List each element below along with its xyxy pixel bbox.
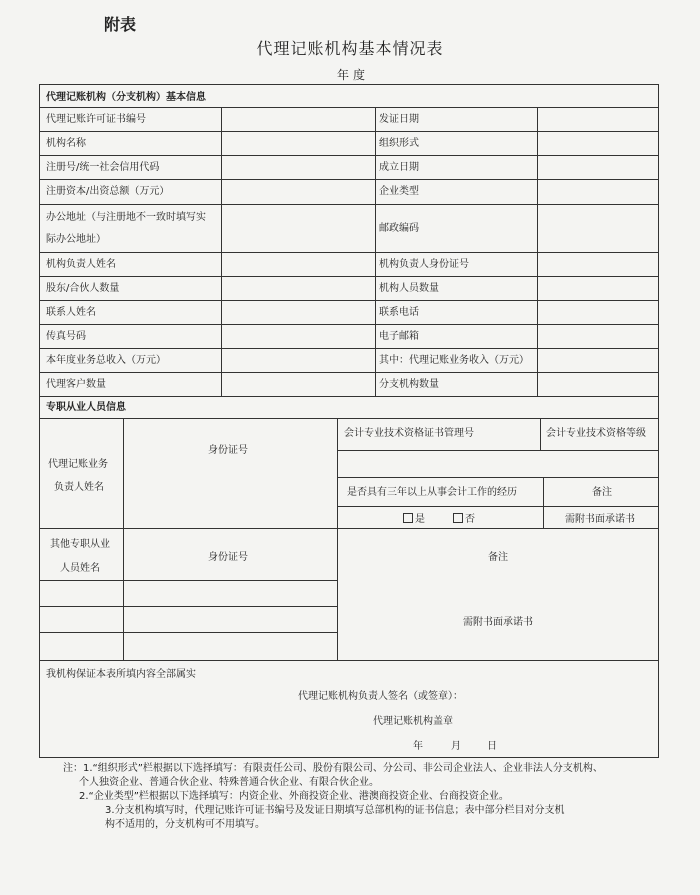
- label-fax: 传真号码: [46, 331, 86, 342]
- label-registered-capital: 注册资本/出资总额（万元）: [46, 186, 170, 197]
- section-staff-info-title: 专职从业人员信息: [46, 402, 126, 413]
- label-staff-count: 机构人员数量: [379, 283, 439, 294]
- label-business-head-2: 负责人姓名: [54, 482, 104, 493]
- checkbox-no-label: 否: [465, 514, 475, 525]
- label-signature: 代理记账机构负责人签名（或签章）：: [298, 691, 463, 702]
- note-3b: 构不适用的，分支机构可不用填写。: [105, 819, 265, 830]
- year-label: 年度: [337, 68, 370, 82]
- label-shareholder-count: 股东/合伙人数量: [46, 283, 120, 294]
- label-cert-number: 会计专业技术资格证书管理号: [344, 428, 474, 439]
- label-seal: 代理记账机构盖章: [373, 716, 453, 727]
- declaration-text: 我机构保证本表所填内容全部属实: [46, 669, 196, 680]
- label-contact-phone: 联系电话: [379, 307, 419, 318]
- checkbox-yes[interactable]: [403, 513, 425, 526]
- appendix-label: 附表: [104, 15, 137, 34]
- note-1b: 个人独资企业、普通合伙企业、特殊普通合伙企业、有限合伙企业。: [79, 777, 379, 788]
- label-experience-question: 是否具有三年以上从事会计工作的经历: [347, 487, 517, 498]
- checkbox-yes-label: 是: [415, 514, 425, 525]
- date-month-label: 月: [451, 741, 461, 752]
- label-head-name: 机构负责人姓名: [46, 259, 116, 270]
- label-head-id: 机构负责人身份证号: [379, 259, 469, 270]
- label-commitment-2: 需附书面承诺书: [463, 617, 533, 628]
- checkbox-no-box[interactable]: [453, 513, 463, 523]
- label-org-form: 组织形式: [379, 138, 419, 149]
- label-commitment: 需附书面承诺书: [565, 514, 635, 525]
- label-email: 电子邮箱: [379, 331, 419, 342]
- label-total-revenue: 本年度业务总收入（万元）: [46, 355, 166, 366]
- checkbox-no[interactable]: [453, 513, 475, 526]
- label-id-number: 身份证号: [208, 445, 248, 456]
- label-credit-code: 注册号/统一社会信用代码: [46, 162, 160, 173]
- checkbox-yes-box[interactable]: [403, 513, 413, 523]
- section-basic-info-title: 代理记账机构（分支机构）基本信息: [46, 92, 206, 103]
- label-office-address: 办公地址（与注册地不一致时填写实: [46, 212, 206, 223]
- label-enterprise-type: 企业类型: [379, 186, 419, 197]
- note-3a: 3.分支机构填写时，代理记账许可证书编号及发证日期填写总部机构的证书信息；表中部分栏目对分支机: [105, 805, 565, 816]
- label-branch-count: 分支机构数量: [379, 379, 439, 390]
- label-agency-revenue: 其中：代理记账业务收入（万元）: [379, 355, 529, 366]
- label-issue-date: 发证日期: [379, 114, 419, 125]
- label-id-number-2: 身份证号: [208, 552, 248, 563]
- label-business-head-1: 代理记账业务: [48, 459, 108, 470]
- label-contact-name: 联系人姓名: [46, 307, 96, 318]
- note-1a: 注：1.“组织形式”栏根据以下选择填写：有限责任公司、股份有限公司、分公司、非公司企业法人、企业非法人分支机构、: [63, 763, 603, 774]
- label-founded-date: 成立日期: [379, 162, 419, 173]
- date-year-label: 年: [413, 741, 423, 752]
- label-other-staff-1: 其他专职从业: [50, 539, 110, 550]
- label-client-count: 代理客户数量: [46, 379, 106, 390]
- label-cert-level: 会计专业技术资格等级: [546, 428, 646, 439]
- label-remark: 备注: [592, 487, 612, 498]
- form-title: 代理记账机构基本情况表: [256, 39, 444, 58]
- label-postcode: 邮政编码: [379, 223, 419, 234]
- label-remark-2: 备注: [488, 552, 508, 563]
- label-org-name: 机构名称: [46, 138, 86, 149]
- label-other-staff-2: 人员姓名: [60, 563, 100, 574]
- date-day-label: 日: [487, 741, 497, 752]
- label-license-number: 代理记账许可证书编号: [46, 114, 146, 125]
- note-2: 2.“企业类型”栏根据以下选择填写：内资企业、外商投资企业、港澳商投资企业、台商投资企业。: [79, 791, 509, 802]
- label-office-address-cont: 际办公地址）: [46, 234, 106, 245]
